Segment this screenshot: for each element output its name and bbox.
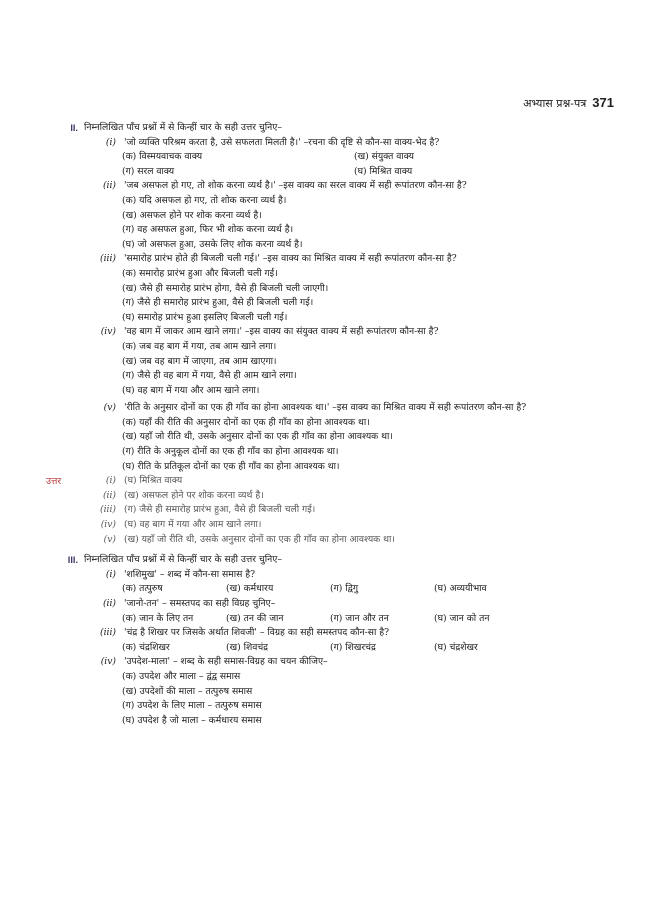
answers-label: उत्तर: [46, 476, 62, 487]
option: (क) जब वह बाग में गया, तब आम खाने लगा।: [122, 340, 277, 352]
option-row: [46, 612, 616, 627]
option-row: [46, 209, 616, 224]
option-row: [46, 296, 616, 311]
option: (घ) रीति के प्रतिकूल दोनों का एक ही गाँव का होना आवश्यक था।: [122, 460, 340, 472]
answer-row: [46, 474, 616, 489]
option: (ग) उपदेश के लिए माला – तत्पुरुष समास: [122, 700, 262, 712]
option: (क) जान के लिए तन: [122, 612, 194, 624]
header-title: अभ्यास प्रश्न-पत्र: [523, 97, 587, 110]
option: (ख) शिवचंद्र: [226, 641, 269, 653]
option: (ख) यहाँ जो रीति थी, उसके अनुसार दोनों का एक ही गाँव का होना आवश्यक था।: [122, 431, 393, 443]
option: (क) यहाँ की रीति की अनुसार दोनों का एक ही गाँव का होना आवश्यक था।: [122, 416, 370, 428]
section-instruction: निम्नलिखित पाँच प्रश्नों में से किन्हीं चार के सही उत्तर चुनिए–: [84, 122, 282, 133]
option: (ख) जैसे ही समारोह प्रारंभ होगा, वैसे ही बिजली चली जाएगी।: [122, 282, 329, 294]
question-number: (ii): [102, 180, 116, 192]
option-row: [46, 194, 616, 209]
question-text: 'रीति के अनुसार दोनों का एक ही गाँव का होना आवश्यक था।' –इस वाक्य का मिश्रित वाक्य में सही रूपांतरण कौन-सा है?: [124, 402, 527, 414]
answer-text: (घ) मिश्रित वाक्य: [124, 475, 183, 487]
option: (क) समारोह प्रारंभ हुआ और बिजली चली गई।: [122, 267, 278, 279]
question-text: 'समारोह प्रारंभ होते ही बिजली चली गई।' –इस वाक्य का मिश्रित वाक्य में सही रूपांतरण कौन-सा है?: [124, 253, 457, 265]
question-text: 'जो व्यक्ति परिश्रम करता है, उसे सफलता मिलती है।' –रचना की दृष्टि से कौन-सा वाक्य-भेद है?: [124, 136, 440, 148]
question-stem: [46, 626, 616, 641]
answer-row: [46, 489, 616, 504]
question-number: (iii): [100, 627, 116, 639]
question-stem: [46, 655, 616, 670]
answer-number: (i): [105, 475, 116, 487]
answer-text: (घ) वह बाग में गया और आम खाने लगा।: [124, 519, 262, 531]
option: (ग) शिखरचंद्र: [330, 641, 376, 653]
option-row: [46, 416, 616, 431]
option: (क) विस्मयवाचक वाक्य: [122, 151, 203, 163]
question-number: (iii): [100, 253, 116, 265]
option-row: [46, 445, 616, 460]
question-number: (iv): [100, 656, 116, 668]
page-number: 371: [592, 95, 614, 110]
option: (ग) जैसे ही समारोह प्रारंभ हुआ, वैसे ही बिजली चली गई।: [122, 297, 314, 309]
question-number: (ii): [102, 598, 116, 609]
answer-number: (iii): [100, 504, 116, 516]
option-row: [46, 582, 616, 597]
question-number: (v): [103, 402, 116, 414]
question-stem: [46, 136, 616, 151]
question-stem: [46, 597, 616, 612]
option-row: [46, 355, 616, 370]
option: (घ) जान को तन: [434, 612, 490, 624]
option: (क) उपदेश और माला – द्वंद्व समास: [122, 670, 241, 682]
page-content: [46, 121, 616, 728]
option: (घ) जो असफल हुआ, उसके लिए शोक करना व्यर्थ है।: [122, 238, 303, 250]
option-row: [46, 685, 616, 700]
option-row: [46, 165, 616, 180]
question-text: 'जब असफल हो गए, तो शोक करना व्यर्थ है।' –इस वाक्य का सरल वाक्य में सही रूपांतरण कौन-सा है?: [124, 180, 467, 192]
option-row: [46, 714, 616, 729]
option: (क) चंद्रशिखर: [122, 641, 170, 653]
option: (ग) सरल वाक्य: [122, 165, 175, 177]
option-row: [46, 267, 616, 282]
question-number: (i): [105, 568, 116, 580]
page-header: [523, 95, 614, 111]
question-stem: [46, 325, 616, 340]
option: (ग) रीति के अनुकूल दोनों का एक ही गाँव का होना आवश्यक था।: [122, 446, 339, 458]
option: (ख) उपदेशों की माला – तत्पुरुष समास: [122, 685, 253, 697]
question-stem: [46, 252, 616, 267]
answer-text: (ख) असफल होने पर शोक करना व्यर्थ है।: [124, 489, 264, 501]
answer-row: [46, 503, 616, 518]
section-number: III.: [67, 555, 78, 566]
option-row: [46, 369, 616, 384]
option: (ख) जब वह बाग में जाएगा, तब आम खाएगा।: [122, 355, 277, 367]
answer-text: (ग) जैसे ही समारोह प्रारंभ हुआ, वैसे ही बिजली चली गई।: [124, 504, 316, 516]
question-stem: [46, 568, 616, 583]
option: (ख) संयुक्त वाक्य: [354, 151, 414, 163]
option: (क) तत्पुरुष: [122, 583, 163, 595]
option-row: [46, 340, 616, 355]
option-row: [46, 223, 616, 238]
option: (ख) असफल होने पर शोक करना व्यर्थ है।: [122, 209, 262, 221]
section-2-heading: [46, 121, 616, 136]
question-text: 'उपदेश-माला' – शब्द के सही समास-विग्रह का चयन कीजिए–: [124, 656, 328, 668]
option: (ग) वह असफल हुआ, फिर भी शोक करना व्यर्थ है।: [122, 224, 294, 236]
option: (ग) जैसे ही वह बाग में गया, वैसे ही आम खाने लगा।: [122, 370, 297, 382]
option-row: [46, 238, 616, 253]
question-number: (i): [105, 136, 116, 148]
option-row: [46, 384, 616, 399]
option-row: [46, 150, 616, 165]
question-text: 'शशिमुख' – शब्द में कौन-सा समास है?: [124, 568, 256, 580]
option: (ग) जान और तन: [330, 612, 389, 624]
option-row: [46, 282, 616, 297]
option: (घ) समारोह प्रारंभ हुआ इसलिए बिजली चली गई।: [122, 311, 288, 323]
option: (घ) वह बाग में गया और आम खाने लगा।: [122, 384, 260, 396]
answer-number: (iv): [100, 519, 116, 531]
option-row: [46, 641, 616, 656]
option: (घ) मिश्रित वाक्य: [354, 165, 413, 177]
option: (क) यदि असफल हो गए, तो शोक करना व्यर्थ है।: [122, 194, 287, 206]
answer-row: [46, 518, 616, 533]
question-text: 'वह बाग में जाकर आम खाने लगा।' –इस वाक्य का संयुक्त वाक्य में सही रूपांतरण कौन-सा है?: [124, 326, 439, 338]
option: (घ) चंद्रशेखर: [434, 641, 478, 653]
question-stem: [46, 401, 616, 416]
question-number: (iv): [100, 326, 116, 338]
answer-text: (ख) यहाँ जो रीति थी, उसके अनुसार दोनों का एक ही गाँव का होना आवश्यक था।: [124, 533, 395, 545]
answer-row: [46, 533, 616, 548]
option: (ख) कर्मधारय: [226, 583, 274, 595]
section-number: II.: [70, 123, 78, 133]
question-text: 'जानो-तन' – समस्तपद का सही विग्रह चुनिए–: [124, 598, 276, 609]
option-row: [46, 460, 616, 475]
option: (घ) उपदेश है जो माला – कर्मधारय समास: [122, 714, 262, 726]
section-instruction: निम्नलिखित पाँच प्रश्नों में से किन्हीं चार के सही उत्तर चुनिए–: [84, 554, 282, 566]
answer-number: (ii): [102, 489, 116, 501]
option-row: [46, 311, 616, 326]
option-row: [46, 670, 616, 685]
answer-number: (v): [103, 533, 116, 545]
option-row: [46, 699, 616, 714]
section-3-heading: [46, 553, 616, 568]
question-text: 'चंद्र है शिखर पर जिसके अर्थात शिवजी' – विग्रह का सही समस्तपद कौन-सा है?: [124, 627, 390, 639]
option: (ग) द्विगु: [330, 583, 359, 595]
question-stem: [46, 179, 616, 194]
option: (घ) अव्ययीभाव: [434, 583, 487, 595]
option: (ख) तन की जान: [226, 612, 284, 624]
option-row: [46, 430, 616, 445]
